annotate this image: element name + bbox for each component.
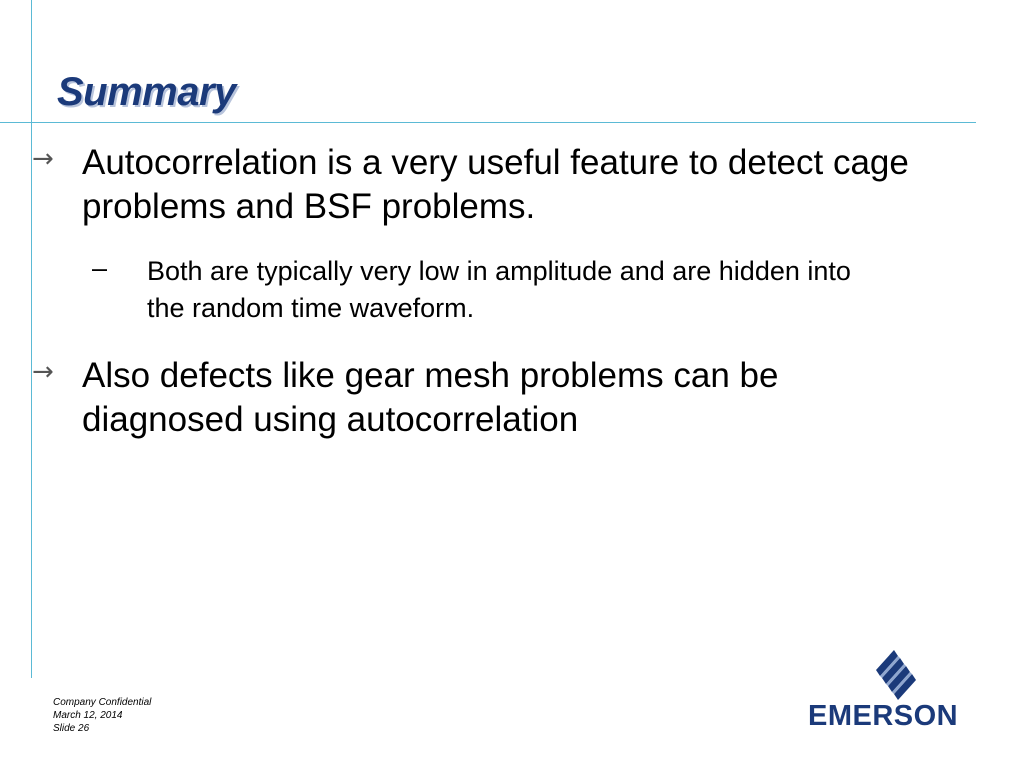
footer xyxy=(53,696,151,735)
footer-confidentiality: Company Confidential xyxy=(53,697,152,708)
sub-bullet-marker: – xyxy=(92,253,108,283)
bullet-item-2 xyxy=(28,354,948,442)
emerson-logo xyxy=(806,650,981,730)
sub-bullet-item-1 xyxy=(92,253,892,327)
arrow-right-icon: → xyxy=(32,144,54,174)
emerson-logo-text: EMERSON xyxy=(808,700,959,732)
vertical-rule xyxy=(31,0,32,678)
bullet-text-1: Autocorrelation is a very useful feature to detect cage problems and BSF problems. xyxy=(82,143,909,226)
arrow-right-icon: → xyxy=(32,357,54,387)
footer-slide-number: Slide 26 xyxy=(53,723,90,734)
horizontal-rule xyxy=(0,122,976,123)
sub-bullet-text-1: Both are typically very low in amplitude and are hidden into the random time waveform. xyxy=(147,256,851,323)
slide-title: Summary xyxy=(57,70,236,114)
bullet-item-1 xyxy=(28,141,948,229)
footer-date: March 12, 2014 xyxy=(53,710,123,721)
bullet-text-2: Also defects like gear mesh problems can be diagnosed using autocorrelation xyxy=(82,356,779,439)
emerson-logo-icon xyxy=(872,650,916,702)
